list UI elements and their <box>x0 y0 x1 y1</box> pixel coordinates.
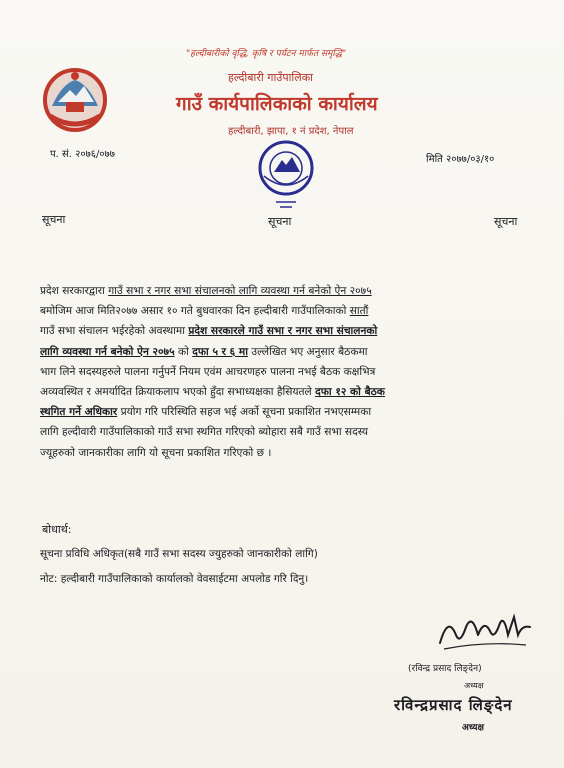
act-reference-underlined: लागि व्यवस्था गर्न बनेको ऐन २०७५ <box>40 345 175 358</box>
section-reference: दफा १२ को बैठक <box>315 386 385 399</box>
body-text: को <box>174 345 193 358</box>
name-stamp: रविन्द्रप्रसाद लिङ्देन <box>394 696 513 714</box>
body-line <box>40 321 540 341</box>
body-line <box>40 301 540 321</box>
signatory-title: अध्यक्ष <box>464 681 484 690</box>
session-ordinal: सातौं <box>349 305 369 318</box>
act-name-underlined: गाउँ सभा र नगर सभा संचालनको लागि व्यवस्था गर्न बनेको ऐन २०७५ <box>108 285 372 297</box>
office-seal-icon <box>246 132 326 212</box>
municipality-name: हल्दीबारी गाउँपालिका <box>228 71 314 84</box>
cc-heading: बोधार्थ: <box>42 523 72 536</box>
notice-label-center: सूचना <box>268 215 292 228</box>
body-line <box>40 281 540 301</box>
body-line <box>40 342 540 362</box>
nepal-emblem-icon <box>40 62 110 134</box>
body-line: ज्यूहरुको जानकारीका लागि यो सूचना प्रकाशित गरिएको छ । <box>40 446 272 459</box>
reference-number: प. सं. २०७६/०७७ <box>50 149 115 160</box>
cc-item: सूचना प्रविधि अधिकृत(सबै गाउँ सभा सदस्य ज्युहरुको जानकारीको लागि) <box>40 548 318 560</box>
body-line <box>40 382 540 402</box>
letter-date: मिति २०७७/०३/१० <box>426 154 495 165</box>
office-address: हल्दीबारी, झापा, १ नं प्रदेश, नेपाल <box>228 126 354 137</box>
notice-body <box>40 281 540 463</box>
body-line: लागि हल्दीवारी गाउँपालिकाको गाउँ सभा स्थगित गरिएको ब्योहारा सबै गाउँ सभा सदस्य <box>40 426 368 439</box>
note-item: नोट: हल्दीबारी गाउँपालिकाको कार्यालको वेवसाईटमा अपलोड गरि दिनु। <box>40 573 309 585</box>
office-title: गाउँ कार्यपालिकाको कार्यालय <box>176 93 378 115</box>
body-line <box>40 402 540 422</box>
handwritten-signature-icon <box>434 605 534 655</box>
body-text: अव्यवस्थित र अमर्यादित क्रियाकलाप भएको हुँदा सभाध्यक्षका हैसियतले <box>40 386 316 399</box>
letterhead-motto: "हल्दीबारीको वृद्धि, कृषि र पर्यटन मार्फत समृद्धि" <box>186 49 347 59</box>
act-reference-underlined: प्रदेश सरकारले गाउँ सभा र नगर सभा संचालनको <box>188 325 378 338</box>
title-stamp: अध्यक्ष <box>462 723 484 733</box>
section-reference: दफा ५ र ६ मा <box>192 345 248 358</box>
signatory-name: (रविन्द्र प्रसाद लिङ्देन) <box>408 664 482 674</box>
body-text: गाउँ सभा संचालन भईरहेको अवस्थामा <box>40 325 189 338</box>
authority-reference: स्थगित गर्ने अधिकार <box>40 406 118 419</box>
body-text: प्रदेश सरकारद्वारा <box>40 285 109 297</box>
notice-label-right: सूचना <box>494 215 518 228</box>
body-text: बमोजिम आज मिति२०७७ असार १० गते बुधवारका दिन हल्दीबारी गाउँपालिकाको <box>40 305 350 318</box>
body-line: भाग लिने सदस्यहरुले पालना गर्नुपर्ने नियम एवंम आचरणहरु पालना नभई बैठक कक्षभित्र <box>40 365 376 378</box>
body-text: उल्लेखित भए अनुसार बैठकमा <box>247 345 368 358</box>
body-text: प्रयोग गरि परिस्थिति सहज भई अर्को सूचना प्रकाशित नभएसम्मका <box>117 406 372 419</box>
notice-label-left: सूचना <box>42 213 66 226</box>
